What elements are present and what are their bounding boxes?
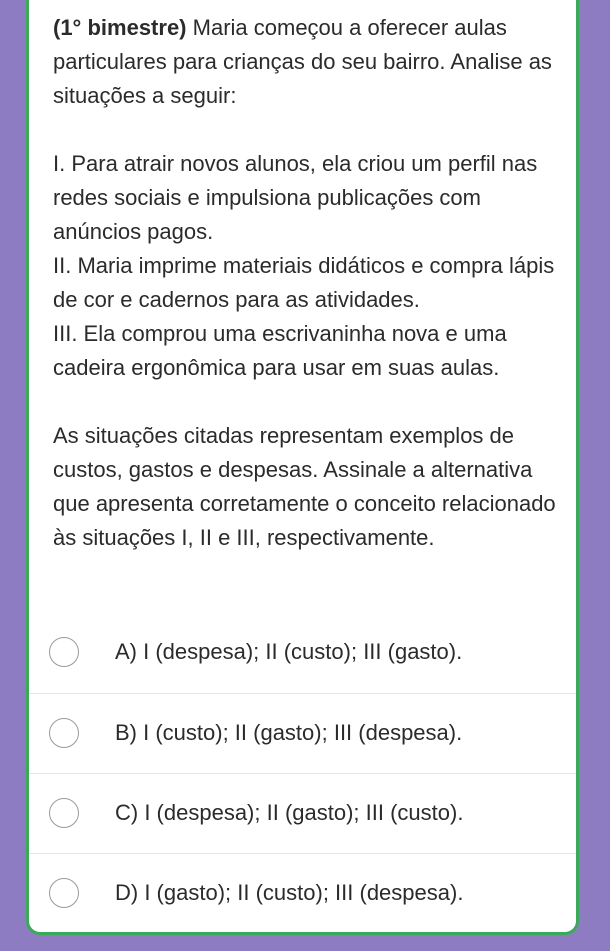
option-d[interactable] bbox=[29, 853, 576, 933]
question-card bbox=[26, 0, 579, 935]
radio-circle-icon[interactable] bbox=[49, 637, 79, 667]
option-label[interactable]: C) I (despesa); II (gasto); III (custo). bbox=[115, 800, 464, 825]
radio-circle-icon[interactable] bbox=[49, 798, 79, 828]
situation-2: II. Maria imprime materiais didáticos e compra lápis de cor e cadernos para as atividades. bbox=[53, 253, 555, 312]
question-intro-text: Maria começou a oferecer aulas particulares para crianças do seu bairro. Analise as situações a seguir: bbox=[53, 15, 552, 108]
radio-circle-icon[interactable] bbox=[49, 878, 79, 908]
question-prompt: As situações citadas representam exemplos de custos, gastos e despesas. Assinale a alternativa que apresenta corretamente o conceito relacionado às situações I, II e III, respectivamente. bbox=[53, 423, 556, 550]
spacer bbox=[53, 385, 573, 419]
answer-options bbox=[29, 613, 576, 933]
question-intro bbox=[53, 11, 573, 113]
option-label[interactable]: A) I (despesa); II (custo); III (gasto). bbox=[115, 639, 463, 664]
option-label[interactable]: D) I (gasto); II (custo); III (despesa). bbox=[115, 880, 464, 905]
option-c[interactable] bbox=[29, 773, 576, 853]
radio-circle-icon[interactable] bbox=[49, 718, 79, 748]
spacer bbox=[53, 113, 573, 147]
option-label[interactable]: B) I (custo); II (gasto); III (despesa). bbox=[115, 720, 463, 745]
situation-3: III. Ela comprou uma escrivaninha nova e uma cadeira ergonômica para usar em suas aulas. bbox=[53, 321, 507, 380]
question-heading: (1° bimestre) bbox=[53, 15, 187, 40]
option-b[interactable] bbox=[29, 693, 576, 773]
option-a[interactable] bbox=[29, 613, 576, 693]
question-text bbox=[53, 11, 573, 555]
situation-1: I. Para atrair novos alunos, ela criou um perfil nas redes sociais e impulsiona publicações com anúncios pagos. bbox=[53, 151, 538, 244]
